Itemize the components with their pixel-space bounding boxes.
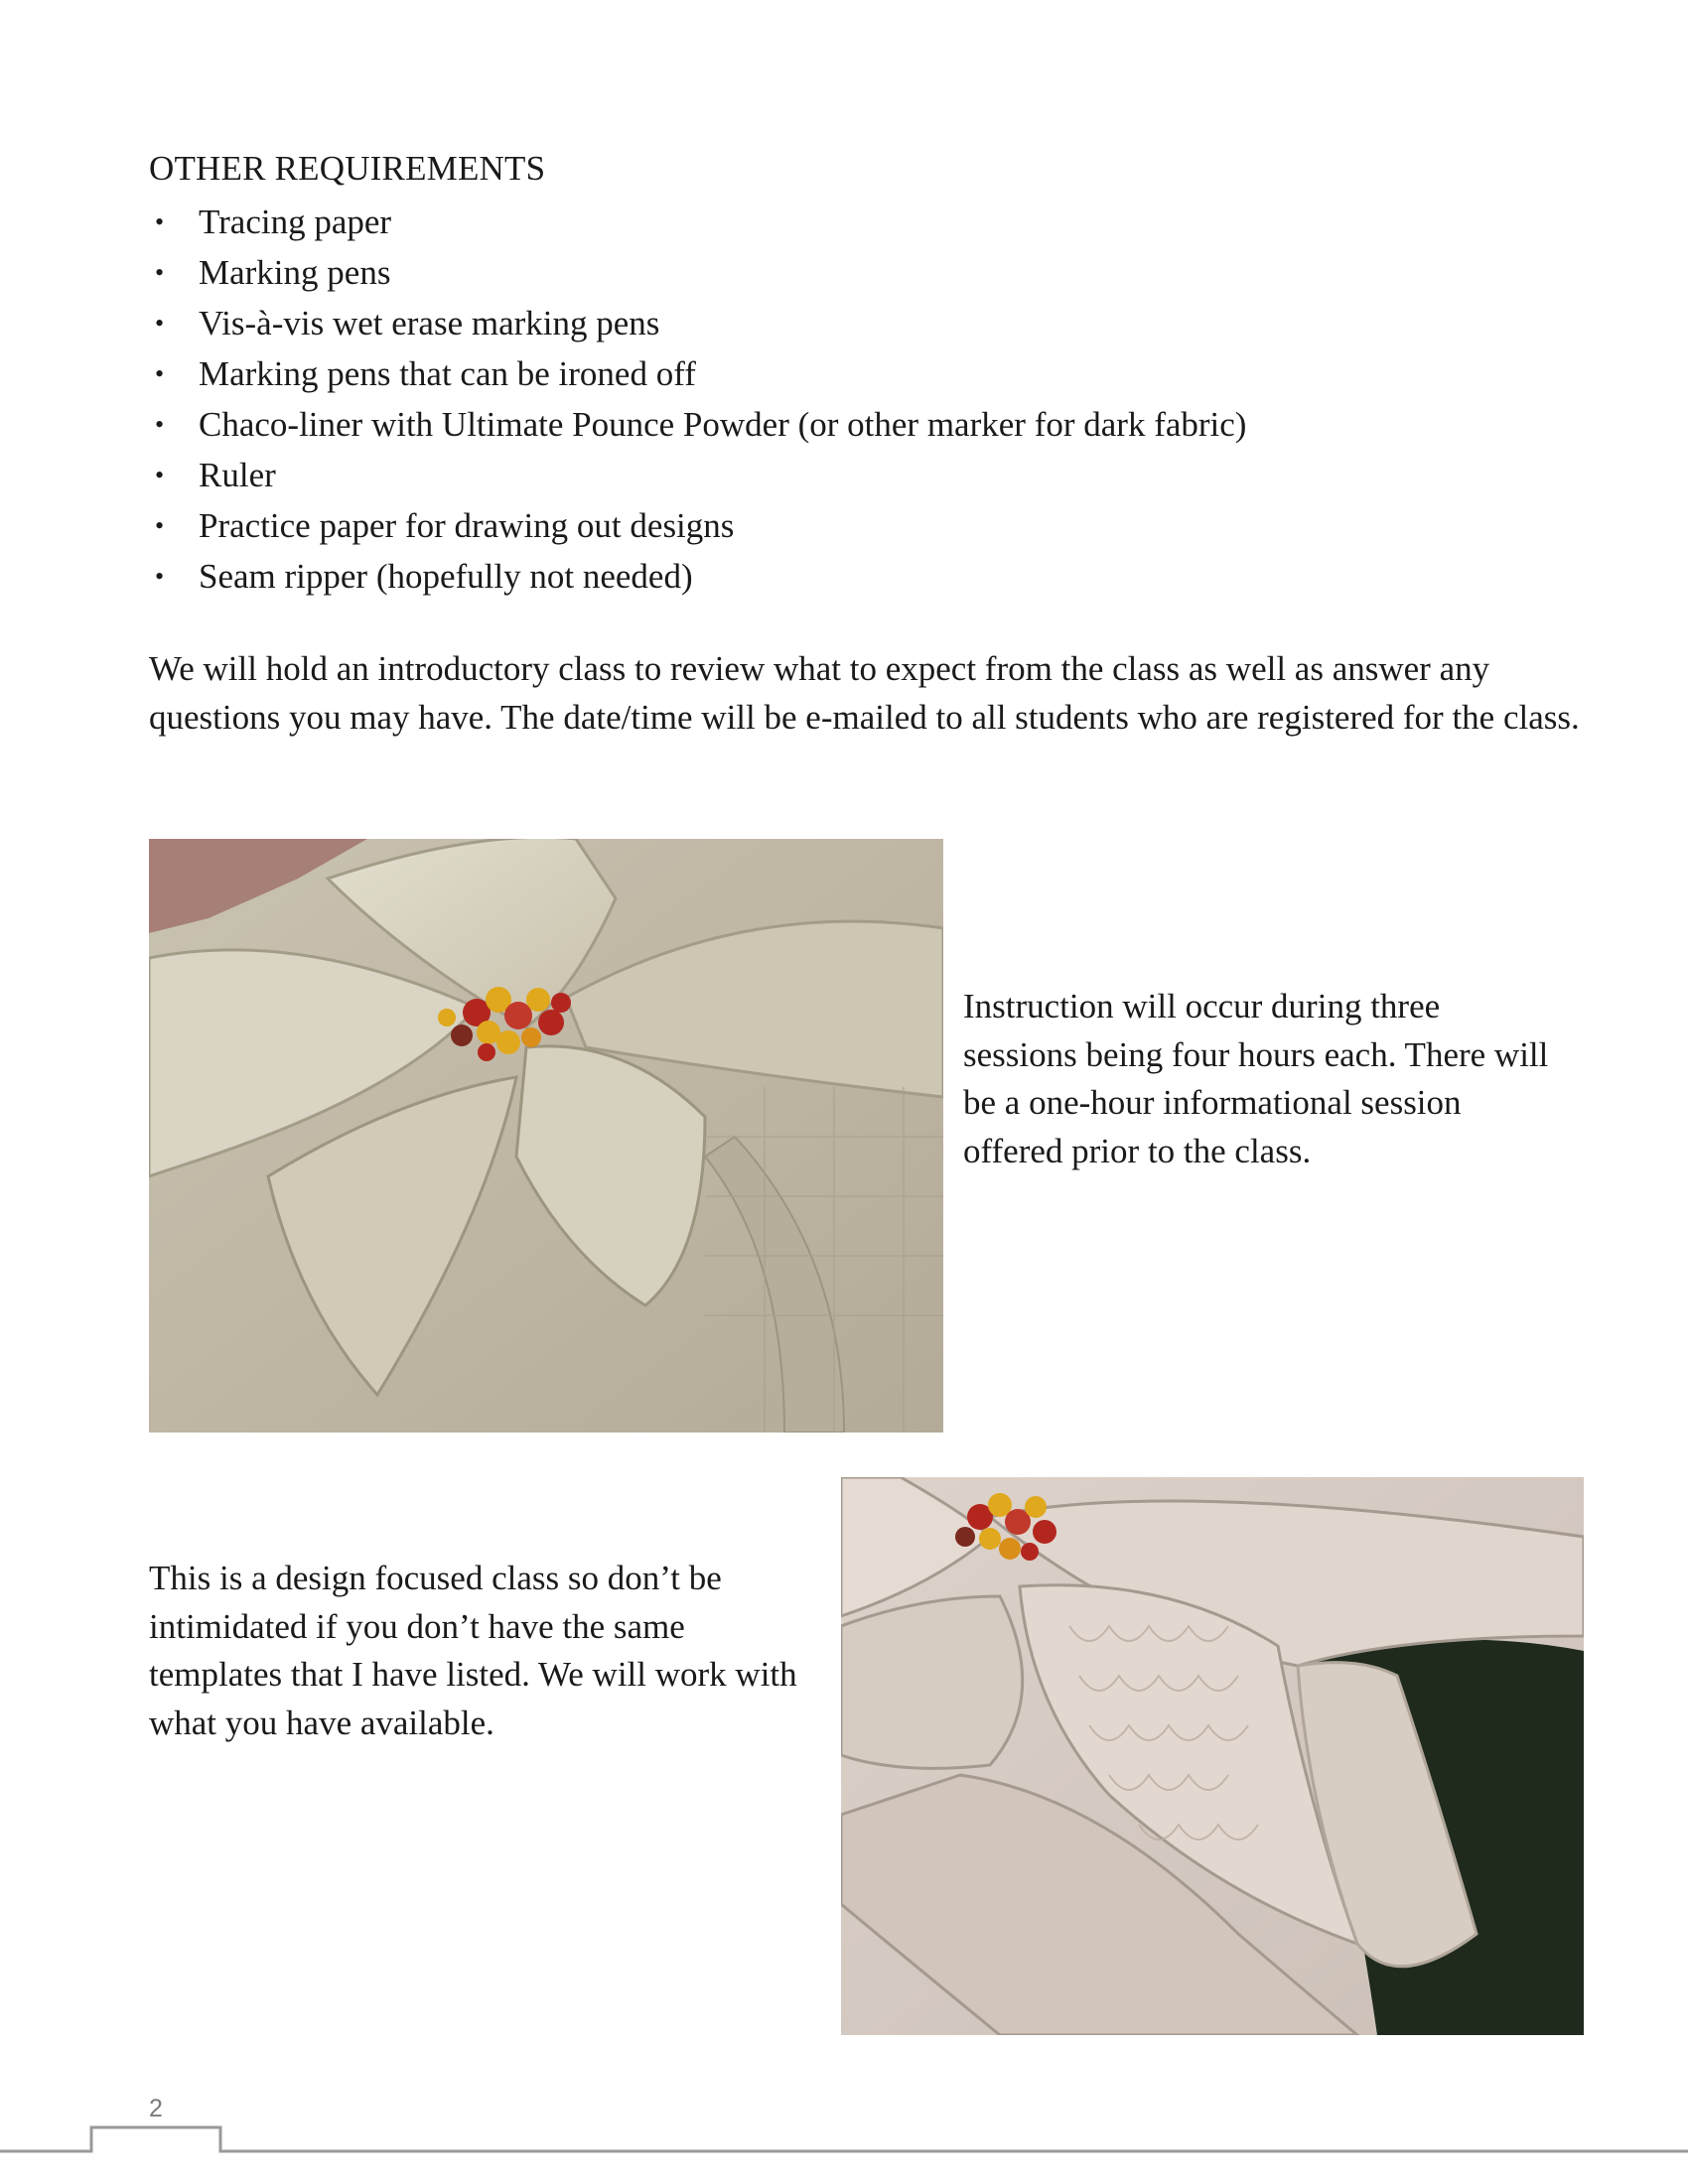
list-item-text: Seam ripper (hopefully not needed)	[199, 557, 693, 596]
petal-left	[841, 1596, 1023, 1768]
list-item	[149, 247, 1246, 298]
bullet-icon: •	[155, 207, 165, 236]
bullet-icon: •	[155, 258, 165, 287]
page-number: 2	[149, 2095, 163, 2122]
bullet-icon: •	[155, 359, 165, 388]
quilt-photo-poinsettia-center	[149, 839, 943, 1433]
quilt-photo-poinsettia-detail	[841, 1477, 1584, 2035]
design-paragraph: This is a design focused class so don’t be intimidated if you don’t have the same templates that I have listed. We will work with what you have available.	[149, 1559, 797, 1742]
list-item	[149, 551, 1246, 602]
list-item-text: Marking pens	[199, 253, 391, 292]
list-item-text: Vis-à-vis wet erase marking pens	[199, 304, 660, 342]
footer-rule	[0, 2125, 1688, 2155]
bullet-icon: •	[155, 562, 165, 591]
requirements-list	[149, 197, 1246, 602]
list-item	[149, 500, 1246, 551]
list-item	[149, 348, 1246, 399]
list-item	[149, 197, 1246, 247]
list-item	[149, 298, 1246, 348]
list-item-text: Ruler	[199, 456, 276, 494]
intro-paragraph: We will hold an introductory class to review what to expect from the class as well as answer any questions you may have. The date/time will be e-mailed to all students who are registered for the class.	[149, 649, 1580, 737]
list-item	[149, 450, 1246, 500]
bullet-icon: •	[155, 309, 165, 338]
list-item-text: Chaco-liner with Ultimate Pounce Powder (or other marker for dark fabric)	[199, 405, 1247, 444]
list-item-text: Tracing paper	[199, 203, 392, 241]
list-item	[149, 399, 1246, 450]
list-item-text: Practice paper for drawing out designs	[199, 506, 735, 545]
list-item-text: Marking pens that can be ironed off	[199, 354, 696, 393]
bullet-icon: •	[155, 410, 165, 439]
bullet-icon: •	[155, 511, 165, 540]
instruction-paragraph: Instruction will occur during three sessions being four hours each. There will be a one-hour informational session offered prior to the class.	[963, 987, 1549, 1170]
section-heading: OTHER REQUIREMENTS	[149, 149, 546, 188]
bullet-icon: •	[155, 461, 165, 489]
